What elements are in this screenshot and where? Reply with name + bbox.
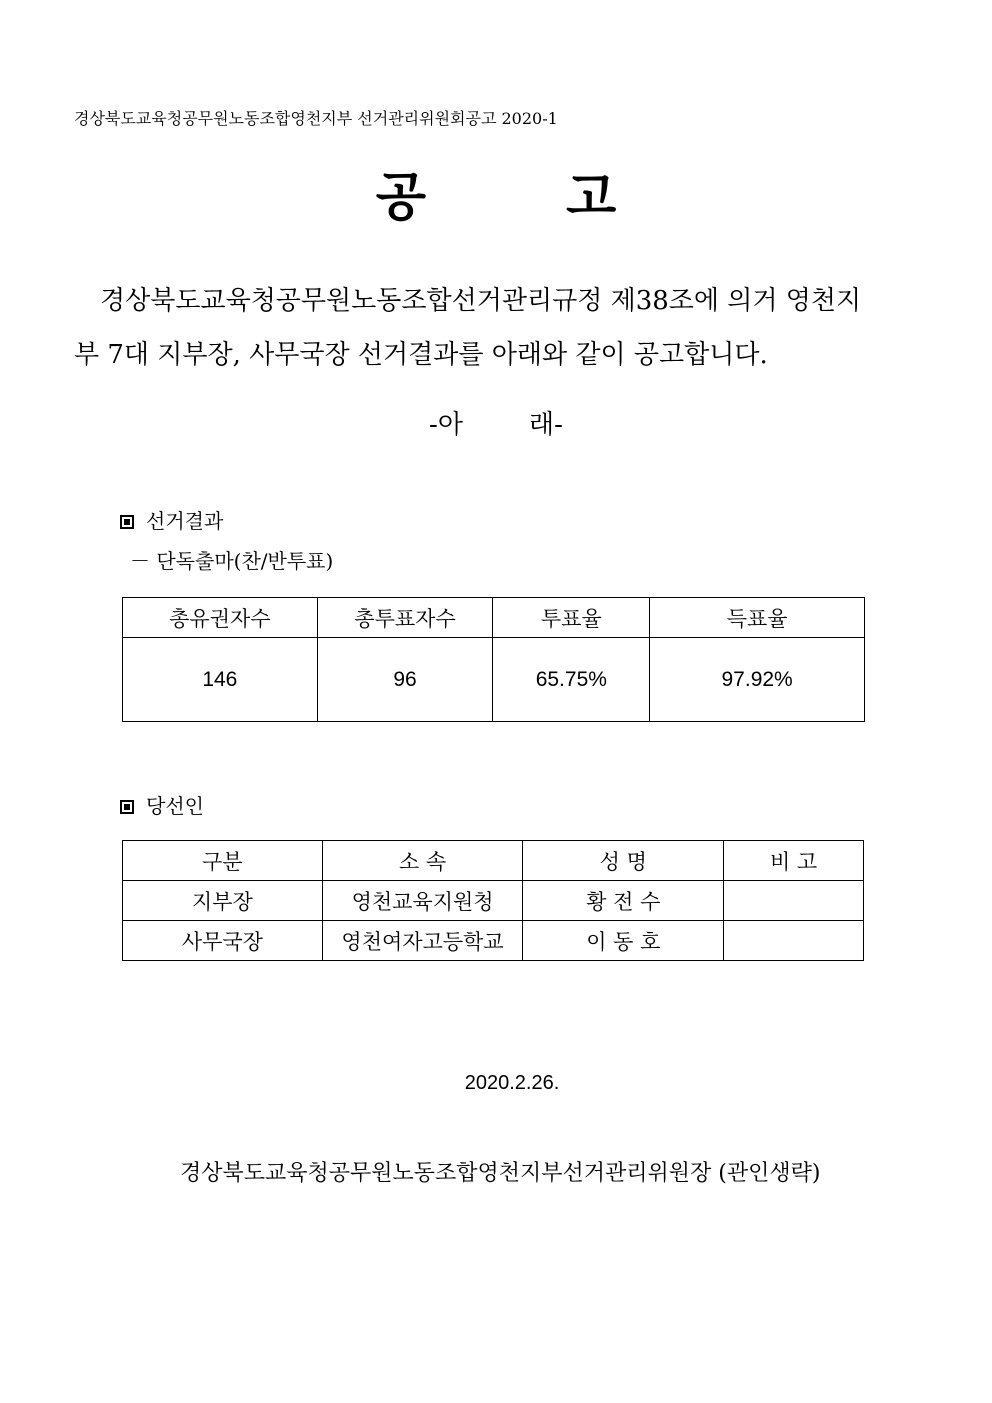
header-total-eligible: 총유권자수 (123, 598, 318, 638)
cell-category: 사무국장 (123, 921, 323, 961)
cell-affiliation: 영천교육지원청 (322, 881, 523, 921)
header-category: 구분 (123, 841, 323, 881)
value-turnout: 65.75% (493, 638, 650, 722)
notice-date: 2020.2.26. (464, 1072, 560, 1094)
signer-line: 경상북도교육청공무원노동조합영천지부선거관리위원장 (관인생략) (180, 1161, 821, 1186)
section-winners-label: 당선인 (146, 794, 204, 818)
header-turnout: 투표율 (493, 598, 650, 638)
notice-number-line: 경상북도교육청공무원노동조합영천지부 선거관리위원회공고 2020-1 (74, 109, 558, 128)
cell-affiliation: 영천여자고등학교 (322, 921, 523, 961)
table-row (123, 921, 864, 961)
notice-body-line-2: 부 7대 지부장, 사무국장 선거결과를 아래와 같이 공고합니다. (74, 340, 768, 370)
value-total-voters: 96 (317, 638, 493, 722)
header-affiliation: 소 속 (322, 841, 523, 881)
table-row (123, 638, 865, 722)
header-remarks: 비 고 (724, 841, 864, 881)
table-header-row (123, 598, 865, 638)
value-total-eligible: 146 (123, 638, 318, 722)
header-vote-share: 득표율 (650, 598, 865, 638)
below-marker: -아 래- (429, 410, 563, 440)
cell-name: 이 동 호 (523, 921, 724, 961)
header-name: 성 명 (523, 841, 724, 881)
notice-body (74, 274, 934, 382)
election-result-table (122, 597, 865, 722)
notice-body-line-1: 경상북도교육청공무원노동조합선거관리규정 제38조에 의거 영천지 (100, 286, 862, 316)
cell-remarks (724, 881, 864, 921)
filled-square-icon (120, 515, 134, 529)
filled-square-icon (120, 800, 134, 814)
single-candidate-note: － 단독출마(찬/반투표) (130, 549, 334, 573)
table-row (123, 881, 864, 921)
cell-name: 황 전 수 (523, 881, 724, 921)
header-total-voters: 총투표자수 (317, 598, 493, 638)
value-vote-share: 97.92% (650, 638, 865, 722)
cell-remarks (724, 921, 864, 961)
section-winners (120, 790, 204, 819)
table-header-row (123, 841, 864, 881)
winners-table (122, 840, 864, 961)
section-election-result-label: 선거결과 (146, 509, 224, 533)
cell-category: 지부장 (123, 881, 323, 921)
document-title: 공고 (375, 167, 757, 228)
section-election-result (120, 505, 223, 534)
